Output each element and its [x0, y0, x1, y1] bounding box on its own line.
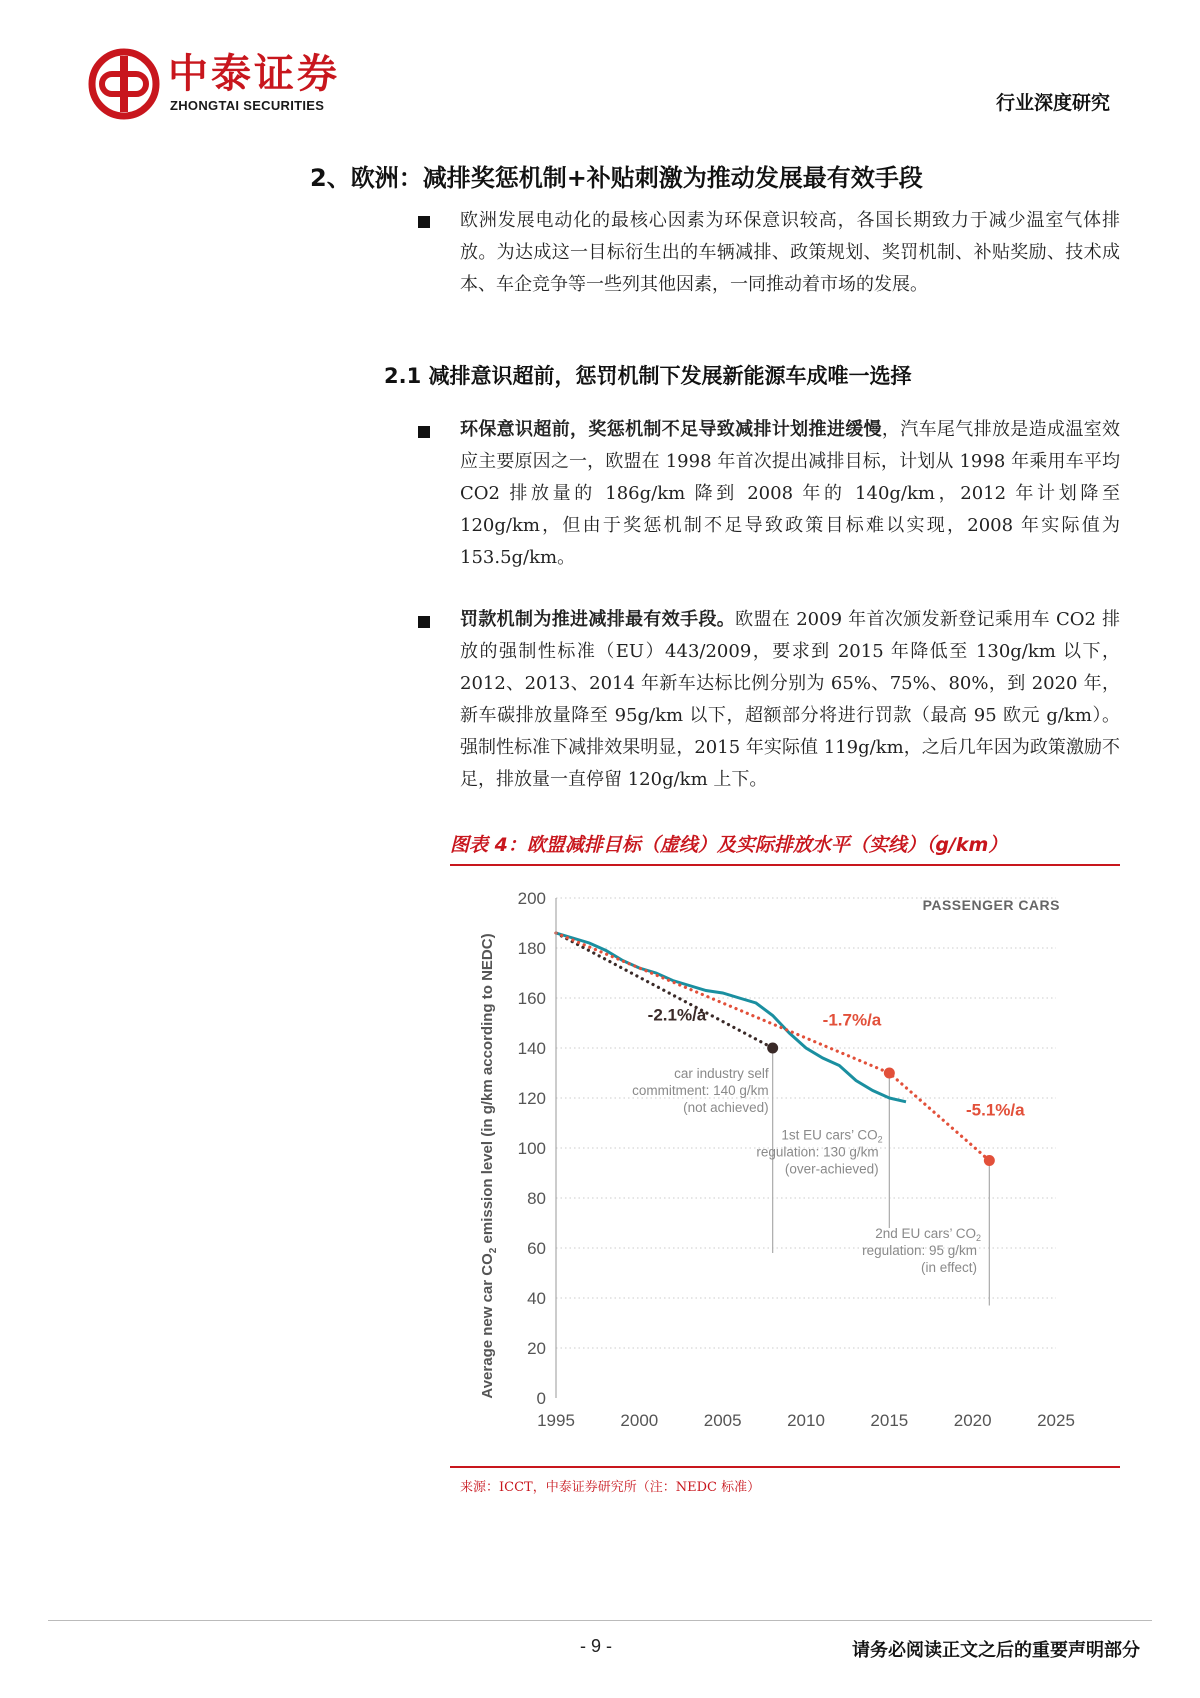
annotation-subscript: 2 — [877, 1134, 883, 1145]
annotation-text-line: (over-achieved) — [784, 1161, 879, 1177]
y-tick-label: 20 — [527, 1339, 546, 1358]
x-tick-label: 2010 — [787, 1411, 825, 1430]
figure-divider-bottom — [450, 1466, 1120, 1468]
y-tick-label: 80 — [527, 1189, 546, 1208]
company-logo — [88, 48, 528, 122]
figure-source: 来源：ICCT，中泰证券研究所（注：NEDC 标准） — [460, 1480, 761, 1495]
annotation-text-line: car industry self — [674, 1066, 769, 1081]
subsection-title: 2.1 减排意识超前，惩罚机制下发展新能源车成唯一选择 — [384, 364, 912, 388]
y-tick-label: 40 — [527, 1289, 546, 1308]
target-point-marker — [984, 1155, 995, 1166]
paragraph-1-body: ，汽车尾气排放是造成温室效应主要原因之一，欧盟在 1998 年首次提出减排目标，计划从 1998 年乘用车平均 CO2 排放量的 186g/km 降到 2008 年的 140g/km，2012 年计划降至 120g/km，但由于奖惩机制不足导致政策目标难以实现，2008 年实际值为 153.5g/km。 — [460, 419, 1121, 568]
y-tick-label: 200 — [517, 889, 546, 908]
series-line-industry-commitment-target — [556, 933, 773, 1048]
intro-paragraph: 欧洲发展电动化的最核心因素为环保意识较高，各国长期致力于减少温室气体排放。为达成这一目标衍生出的车辆减排、政策规划、奖罚机制、补贴奖励、技术成本、车企竞争等一些列其他因素，一同推动着市场的发展。 — [460, 210, 1120, 295]
emission-line-chart — [470, 868, 1110, 1464]
annotation-text-line: regulation: 130 g/km — [756, 1144, 879, 1160]
paragraph-2-lead: 罚款机制为推进减排最有效手段。 — [460, 609, 736, 630]
x-tick-label: 2000 — [620, 1411, 659, 1430]
annotation-text-line: commitment: 140 g/km — [632, 1083, 769, 1098]
target-point-marker — [884, 1068, 895, 1079]
chart-title: PASSENGER CARS — [922, 897, 1060, 913]
paragraph-2 — [460, 604, 1120, 796]
logo-english-name: ZHONGTAI SECURITIES — [170, 98, 325, 113]
reduction-rate-label: -2.1%/a — [647, 1005, 707, 1025]
reduction-rate-label: -5.1%/a — [966, 1100, 1025, 1120]
y-tick-label: 160 — [517, 989, 546, 1008]
bullet-square-icon — [418, 616, 430, 628]
annotation-subscript: 2 — [975, 1233, 981, 1243]
footer-divider — [48, 1620, 1152, 1621]
x-tick-label: 2025 — [1037, 1411, 1075, 1430]
y-tick-label: 180 — [517, 939, 546, 958]
annotation-text-line: 2nd EU cars’ $CO_2$ — [875, 1226, 981, 1243]
paragraph-1-lead: 环保意识超前，奖惩机制不足导致减排计划推进缓慢 — [460, 419, 882, 440]
paragraph-1 — [460, 414, 1120, 574]
report-type: 行业深度研究 — [995, 92, 1110, 114]
x-tick-label: 2020 — [953, 1411, 992, 1430]
annotation-text-line: 1st EU cars’ $CO_2$ — [781, 1127, 883, 1145]
logo-emblem-icon — [88, 48, 160, 120]
annotation-text-line: (in effect) — [920, 1260, 977, 1275]
y-tick-label: 60 — [527, 1239, 546, 1258]
y-tick-label: 120 — [517, 1089, 546, 1108]
logo-chinese-name: 中泰证券 — [168, 51, 340, 97]
bullet-square-icon — [418, 216, 430, 228]
footer-disclaimer: 请务必阅读正文之后的重要声明部分 — [852, 1640, 1140, 1661]
x-tick-label: 2005 — [703, 1411, 742, 1430]
target-point-marker — [767, 1043, 778, 1054]
page-number: - 9 - — [580, 1636, 613, 1656]
y-axis-label-part1: Average new car CO — [479, 1253, 496, 1399]
section-title: 2、欧洲：减排奖惩机制+补贴刺激为推动发展最有效手段 — [310, 164, 923, 192]
y-axis-label-part2: emission level (in g/km according to NEDC) — [479, 933, 496, 1248]
y-axis-label — [479, 933, 499, 1398]
y-tick-label: 0 — [536, 1389, 546, 1408]
figure-title: 图表 4：欧盟减排目标（虚线）及实际排放水平（实线）（g/km） — [450, 834, 1008, 856]
figure-divider-top — [450, 864, 1120, 866]
bullet-square-icon — [418, 426, 430, 438]
reduction-rate-label: -1.7%/a — [822, 1010, 882, 1030]
y-axis-label-subscript: 2 — [488, 1247, 499, 1254]
y-tick-label: 100 — [517, 1139, 546, 1158]
x-tick-label: 2015 — [870, 1411, 909, 1430]
y-tick-label: 140 — [517, 1039, 546, 1058]
annotation-text-line: regulation: 95 g/km — [862, 1243, 977, 1258]
paragraph-2-body: 欧盟在 2009 年首次颁发新登记乘用车 CO2 排放的强制性标准（EU）443/2009，要求到 2015 年降低至 130g/km 以下，2012、2013、2014 年新车达标比例分别为 65%、75%、80%，到 2020 年，新车碳排放量降至 95g/km 以下，超额部分将进行罚款（最高 95 欧元 g/km）。强制性标准下减排效果明显，2015 年实际值 119g/km，之后几年因为政策激励不足，排放量一直停留 120g/km 上下。 — [460, 609, 1120, 790]
x-tick-label: 1995 — [537, 1411, 575, 1430]
annotation-text-line: (not achieved) — [683, 1100, 769, 1115]
